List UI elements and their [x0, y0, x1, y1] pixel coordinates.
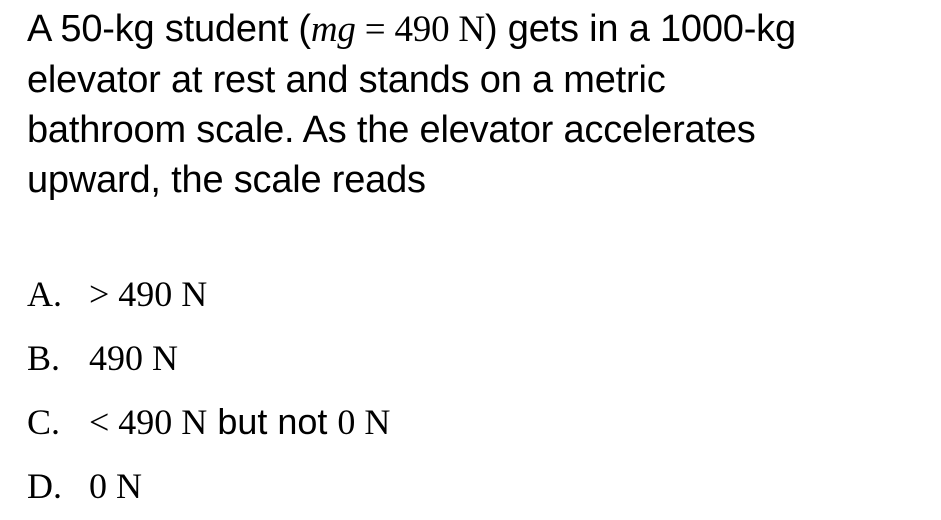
question-line-3: bathroom scale. As the elevator accelerates	[27, 109, 756, 151]
answer-option-b[interactable]	[27, 328, 907, 392]
answer-options	[27, 264, 907, 520]
option-text: < 490 N	[89, 402, 208, 442]
option-text-tail: 0 N	[337, 402, 391, 442]
option-text: 490 N	[89, 338, 178, 378]
question-text	[27, 4, 927, 205]
option-text: 0 N	[89, 466, 142, 506]
math-variable-mg: mg	[310, 9, 356, 50]
answer-option-c[interactable]	[27, 392, 907, 456]
option-text: > 490 N	[89, 274, 208, 314]
question-line-1	[27, 4, 927, 55]
question-line-4: upward, the scale reads	[27, 159, 426, 201]
option-letter: C.	[27, 402, 61, 442]
math-value: = 490 N	[355, 9, 485, 50]
option-letter: A.	[27, 274, 62, 314]
answer-option-d[interactable]	[27, 456, 907, 520]
option-text-suffix: but not	[207, 401, 338, 442]
option-letter: B.	[27, 338, 61, 378]
question-text-segment: ) gets in a 1000-kg	[484, 8, 796, 50]
option-letter: D.	[27, 466, 62, 506]
question-text-segment: A 50-kg student (	[27, 8, 311, 50]
answer-option-a[interactable]	[27, 264, 907, 328]
question-line-2: elevator at rest and stands on a metric	[27, 59, 666, 101]
